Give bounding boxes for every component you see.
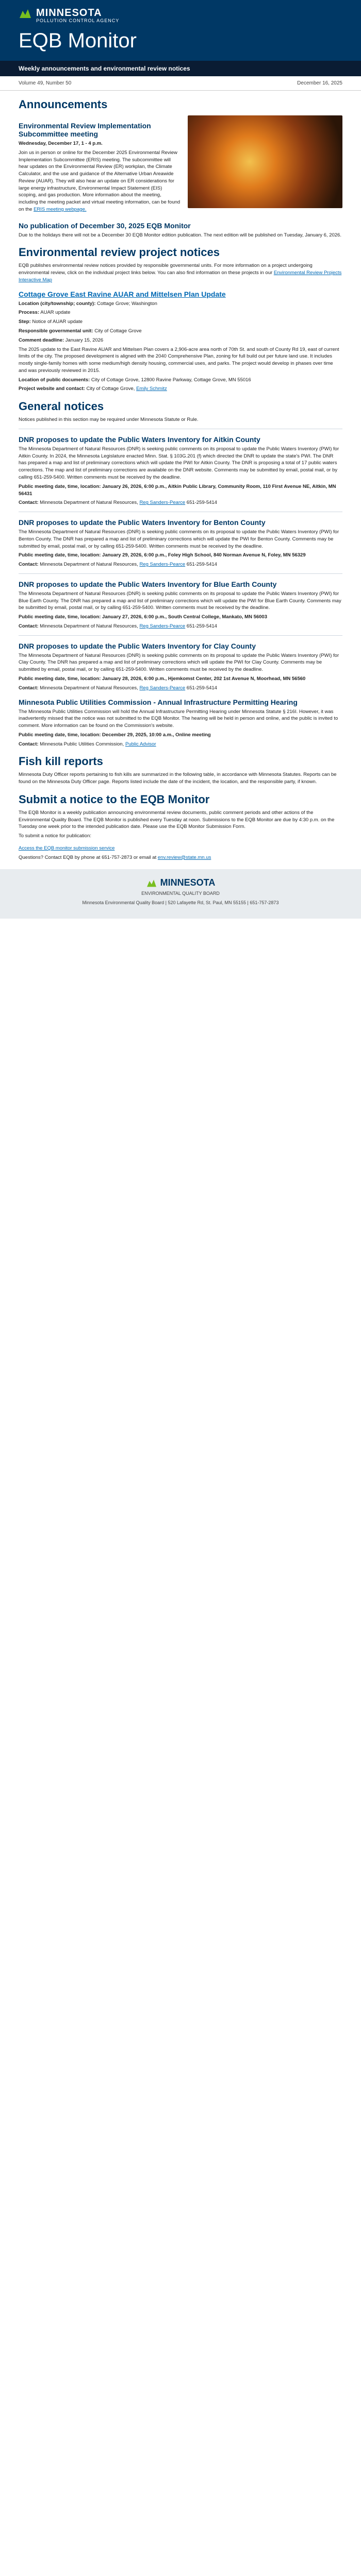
puc-contact: Contact: Minnesota Public Utilities Commission, Public Advisor xyxy=(19,741,156,747)
project-detail-row: Comment deadline: January 15, 2026 xyxy=(19,337,104,343)
dnr-contact: Contact: Minnesota Department of Natural Resources, Reg Sanders-Pearce 651-259-5414 xyxy=(19,562,217,568)
puc-contact-link[interactable]: Public Advisor xyxy=(125,741,156,747)
announcement-hero xyxy=(19,115,342,215)
banner: Weekly announcements and environmental review notices xyxy=(0,61,361,76)
general-intro: Notices published in this section may be required under Minnesota Statute or Rule. xyxy=(19,417,199,423)
meeting-body: Join us in person or online for the December 2025 Environmental Review Implementation Subcommittee (ERIS) meeting. The subcommittee will hear updates on the Environmental Review (ER) workplan, the Climate Calculator, and the use and guidance of the Alternative Urban Areawide Review (AUAR). They will also hear an update on ER considerations for large energy infrastructure, Environmental Impact Statement (EIS) scoping, and gas production. More information about the meeting, including the meeting packet and virtual meeting information, can be found on the ERIS meeting webpage. xyxy=(19,149,180,212)
general-notices-heading: General notices xyxy=(19,400,104,413)
er-notices-heading: Environmental review project notices xyxy=(19,246,220,259)
footer-org-sub: ENVIRONMENTAL QUALITY BOARD xyxy=(141,891,220,896)
dnr-hearing: Public meeting date, time, location: January 26, 2026, 6:00 p.m., Aitkin Public Library, Community Room, 110 First Avenue NE, Aitkin, MN 56431 xyxy=(19,483,336,497)
dnr-notice xyxy=(19,429,342,506)
no-pub-body: Due to the holidays there will not be a December 30 EQB Monitor edition publication. The next edition will be published on Tuesday, January 6, 2026. xyxy=(19,232,341,238)
dnr-notice-body: The Minnesota Department of Natural Resources (DNR) is seeking public comments on its proposal to update the Public Waters Inventory (PWI) for Clay County. The DNR has prepared a map and list of preliminary corrections which will update the PWI for Clay County. Comments may be submitted by email, postal mail, or by calling 651-259-5400. Written comments must be received by the deadline. xyxy=(19,652,339,673)
dnr-notice-title: DNR proposes to update the Public Waters Inventory for Clay County xyxy=(19,641,256,650)
footer-org: MINNESOTA xyxy=(160,877,216,888)
meeting-title: Environmental Review Implementation Subcommittee meeting xyxy=(19,122,151,138)
puc-body: The Minnesota Public Utilities Commission will hold the Annual Infrastructure Permitting Hearing under Minnesota Statute § 216I. However, it was inadvertently missed that the notice was not submitted to the EQB Monitor. The hearing will be held in person and online, and the public is invited to comment. More information can be found on the Commission's website. xyxy=(19,708,338,729)
dnr-notice xyxy=(19,512,342,568)
eris-meeting-link[interactable]: ERIS meeting webpage. xyxy=(34,206,87,212)
submission-service-link[interactable]: Access the EQB monitor submission service xyxy=(19,845,115,851)
dnr-notice-body: The Minnesota Department of Natural Resources (DNR) is seeking public comments on its proposal to update the Public Waters Inventory (PWI) for Blue Earth County. The DNR has prepared a map and list of preliminary corrections which will update the PWI for Blue Earth County. Comments may be submitted by email, postal mail, or by calling 651-259-5400. Written comments must be received by the deadline. xyxy=(19,590,341,611)
fish-kill-body: Minnesota Duty Officer reports pertaining to fish kills are summarized in the following table, in accordance with Minnesota Statutes. Reports can be found on the Minnesota Duty Officer page. Reports listed include the date of the incident, the location, and the responsible party, if known. xyxy=(19,772,337,785)
email-link[interactable]: env.review@state.mn.us xyxy=(157,854,211,860)
page-title: EQB Monitor xyxy=(19,29,137,52)
dnr-contact-link[interactable]: Reg Sanders-Pearce xyxy=(139,562,186,568)
dnr-hearing: Public meeting date, time, location: January 29, 2026, 6:00 p.m., Foley High School, 840 Norman Avenue N, Foley, MN 56329 xyxy=(19,552,306,558)
dnr-hearing: Public meeting date, time, location: January 27, 2026, 6:00 p.m., South Central College, Mankato, MN 56003 xyxy=(19,614,267,620)
dnr-contact-link[interactable]: Reg Sanders-Pearce xyxy=(139,500,186,506)
minnesota-logo-icon xyxy=(19,8,32,19)
project-detail-row: Responsible governmental unit: City of Cottage Grove xyxy=(19,328,142,334)
hero-image xyxy=(188,115,342,208)
dnr-notice-title: DNR proposes to update the Public Waters Inventory for Blue Earth County xyxy=(19,580,277,588)
project-detail-row: Location (city/township; county): Cottage Grove; Washington xyxy=(19,300,157,307)
puc-date: Public meeting date, time, location: December 29, 2025, 10:00 a.m., Online meeting xyxy=(19,732,211,738)
questions: Questions? Contact EQB by phone at 651-757-2873 or email at env.review@state.mn.us xyxy=(19,854,211,860)
submit-cta-text: To submit a notice for publication: xyxy=(19,833,91,839)
project-detail-row: Process: AUAR update xyxy=(19,310,71,316)
no-pub-title: No publication of December 30, 2025 EQB Monitor xyxy=(19,221,191,230)
er-map-link[interactable]: Environmental Review Projects Interactive Map xyxy=(19,270,342,283)
issue-date: December 16, 2025 xyxy=(297,80,342,86)
er-intro: EQB publishes environmental review notices provided by responsible governmental units. For more information on a project undergoing environmental review, click on the individual project links below. You can also find information on these projects in our Environmental Review Projects Interactive Map xyxy=(19,263,342,283)
puc-title: Minnesota Public Utilities Commission - Annual Infrastructure Permitting Hearing xyxy=(19,698,298,706)
volume: Volume 49, Number 50 xyxy=(19,80,72,86)
fish-kill-heading: Fish kill reports xyxy=(19,755,103,768)
dnr-hearing: Public meeting date, time, location: January 28, 2026, 6:00 p.m., Hjemkomst Center, 202 1st Avenue N, Moorhead, MN 56560 xyxy=(19,675,306,682)
dnr-contact: Contact: Minnesota Department of Natural Resources, Reg Sanders-Pearce 651-259-5414 xyxy=(19,500,217,506)
minnesota-logo-icon xyxy=(146,878,157,888)
project-title[interactable]: Cottage Grove East Ravine AUAR and Mittelsen Plan Update xyxy=(19,290,226,298)
dnr-notice xyxy=(19,635,342,692)
submit-body: The EQB Monitor is a weekly publication announcing environmental review documents, public comment periods and other actions of the Environmental Quality Board. The EQB Monitor is published every Tuesday at noon. Submissions to the EQB Monitor are due by 4:30 p.m. on the Tuesday one week prior to the intended publication date. Please use the EQB Monitor Submission Form. xyxy=(19,809,335,830)
meeting-when: Wednesday, December 17, 1 - 4 p.m. xyxy=(19,141,103,146)
puc-notice xyxy=(19,698,342,748)
dnr-notice-title: DNR proposes to update the Public Waters Inventory for Benton County xyxy=(19,518,266,527)
dnr-contact-link[interactable]: Reg Sanders-Pearce xyxy=(139,685,186,691)
footer xyxy=(0,869,361,918)
project-contact: Project website and contact: City of Cottage Grove, Emily Schmitz xyxy=(19,386,167,392)
dnr-notice xyxy=(19,573,342,630)
dnr-contact: Contact: Minnesota Department of Natural Resources, Reg Sanders-Pearce 651-259-5414 xyxy=(19,623,217,629)
footer-address: Minnesota Environmental Quality Board | 520 Lafayette Rd, St. Paul, MN 55155 | 651-757-2873 xyxy=(82,900,279,905)
dnr-contact-link[interactable]: Reg Sanders-Pearce xyxy=(139,623,186,629)
org-name: MINNESOTA xyxy=(36,7,102,19)
dnr-notice-title: DNR proposes to update the Public Waters Inventory for Aitkin County xyxy=(19,435,260,444)
submit-heading: Submit a notice to the EQB Monitor xyxy=(19,792,210,806)
dnr-notices xyxy=(19,429,342,692)
dnr-notice-body: The Minnesota Department of Natural Resources (DNR) is seeking public comments on its proposal to update the Public Waters Inventory (PWI) for Aitkin County. In 2024, the Minnesota Legislature enacted Minn. Stat. § 103G.201 (f) which directed the DNR to update the state's PWI. The DNR has prepared a map and list of preliminary corrections which will update the PWI for Aitkin County. The DNR is proposing a total of 17 public waters corrections. The map and list of preliminary corrections are available on the DNR website. Comments may be submitted by email, postal mail, or by calling 651-259-5400. Written comments must be received by the deadline. xyxy=(19,446,339,480)
dnr-contact: Contact: Minnesota Department of Natural Resources, Reg Sanders-Pearce 651-259-5414 xyxy=(19,685,217,691)
announcements-heading: Announcements xyxy=(19,98,108,111)
org-subtitle: POLLUTION CONTROL AGENCY xyxy=(36,18,120,23)
project-contact-link[interactable]: Emily Schmitz xyxy=(136,386,167,392)
project-details xyxy=(19,300,342,344)
dnr-notice-body: The Minnesota Department of Natural Resources (DNR) is seeking public comments on its proposal to update the Public Waters Inventory (PWI) for Benton County. The DNR has prepared a map and list of preliminary corrections which will update the PWI for Benton County. Comments may be submitted by email, postal mail, or by calling 651-259-5400. Written comments must be received by the deadline. xyxy=(19,529,339,549)
issue-meta xyxy=(0,76,361,91)
public-docs: Location of public documents: City of Cottage Grove, 12800 Ravine Parkway, Cottage Grove, MN 55016 xyxy=(19,377,251,383)
project-detail-row: Step: Notice of AUAR update xyxy=(19,319,83,325)
project-description: The 2025 update to the East Ravine AUAR and Mittelsen Plan covers a 2,906-acre area north of 70th St. and south of County Rd 19, east of current limits of the city. The proposed development is aligned with the 2040 Comprehensive Plan, zoning for full build out per future land use. It includes mostly single-family homes with some medium/high density housing, commercial uses, and parks. The project would develop in phases over time and was previously reviewed in 2015. xyxy=(19,346,339,374)
header xyxy=(0,0,361,61)
